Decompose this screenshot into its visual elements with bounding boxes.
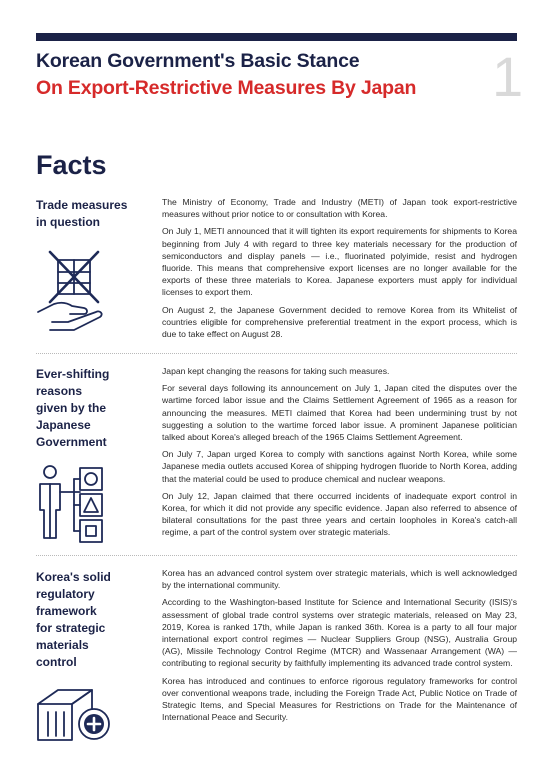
paragraph: On July 7, Japan urged Korea to comply with sanctions against North Korea, while some Japanese media outlets accused Korea of shipping hydrogen fluoride to North Korea, adding that the material could be used to produce chemical and nuclear weapons.: [162, 449, 517, 484]
label-line: in question: [36, 215, 100, 229]
label-line: Korea's solid: [36, 570, 111, 584]
divider: [36, 353, 517, 354]
divider: [36, 555, 517, 556]
paragraph: On July 1, METI announced that it will tighten its export requirements for shipments to Korea beginning from July 4 with regard to three key materials necessary for the production of semiconductors and display panels — i.e., fluorinated polyimide, resist and hydrogen fluoride. This means that comprehensive export licenses are no longer available for the exports of these three materials to Korea. Japanese exporters must apply for individual licenses to export them.: [162, 226, 517, 298]
label-line: Government: [36, 435, 107, 449]
paragraph: On August 2, the Japanese Government decided to remove Korea from its Whitelist of countries eligible for comprehensive preferential treatment in the export process, which is due to take effect on August 28.: [162, 304, 517, 340]
hand-with-crossed-box-icon: [34, 246, 116, 332]
section-body-regulatory-framework: [162, 567, 517, 728]
person-with-shapes-icon: [34, 462, 114, 546]
page-title-line1: Korean Government's Basic Stance: [36, 50, 360, 72]
paragraph: Korea has introduced and continues to enforce rigorous regulatory frameworks for control over conventional weapons trade, including the Foreign Trade Act, Public Notice on Trade of Strategic Items, and Special Measures for Restrictions on Trade for the Maintenance of International Peace and Security.: [162, 675, 517, 723]
section-label-shifting-reasons: [36, 366, 156, 451]
section-label-trade-measures: [36, 197, 156, 231]
label-line: regulatory framework: [36, 587, 97, 618]
label-line: for strategic materials: [36, 621, 106, 652]
section-body-shifting-reasons: [162, 365, 517, 544]
paragraph: For several days following its announcement on July 1, Japan cited the disputes over the wartime forced labor issue and the Claims Settlement Agreement of 1965 as a reason for announcing the measures. METI claimed that Korea had been undermining trust by not suggesting a solution to the wartime forced labor issue. A prominent Japanese politician talked about Korea's alleged breach of the 1965 Claims Settlement Agreement.: [162, 383, 517, 443]
paragraph: Japan kept changing the reasons for taking such measures.: [162, 366, 390, 376]
section-title: Facts: [36, 150, 107, 180]
page-number: 1: [492, 45, 524, 108]
label-line: given by the Japanese: [36, 401, 107, 432]
page-title-line2: On Export-Restrictive Measures By Japan: [36, 77, 417, 99]
label-line: Ever-shifting reasons: [36, 367, 110, 398]
header-bar: [36, 33, 517, 41]
section-body-trade-measures: [162, 196, 517, 345]
paragraph: Korea has an advanced control system over strategic materials, which is well acknowledged by the international community.: [162, 568, 517, 591]
section-label-regulatory-framework: [36, 569, 156, 671]
box-with-plus-badge-icon: [34, 684, 118, 746]
paragraph: On July 12, Japan claimed that there occurred incidents of inadequate export control in Korea, for which it did not provide any specific evidence. Japan also referred to absence of bilateral consultations for the past three years and certain loopholes in Korea's catch-all regime, a part of the control system over strategic materials.: [162, 490, 517, 538]
label-line: Trade measures: [36, 198, 128, 212]
label-line: control: [36, 655, 77, 669]
paragraph: According to the Washington-based Institute for Science and International Security (ISIS)'s assessment of global trade control systems over strategic materials, released on May 23, 2019, Korea is ranked 17th, while Japan is ranked 36th. Korea is a party to all four major international export control regimes — Nuclear Suppliers Group (NSG), Australia Group (AG), Missile Technology Control Regime (MTCR) and Wassenaar Arrangement (WA) — contributing to regional security by faithfully implementing its advanced trade control system.: [162, 597, 517, 669]
paragraph: The Ministry of Economy, Trade and Industry (METI) of Japan took export-restrictive measures without prior notice to or consultation with Korea.: [162, 197, 517, 220]
